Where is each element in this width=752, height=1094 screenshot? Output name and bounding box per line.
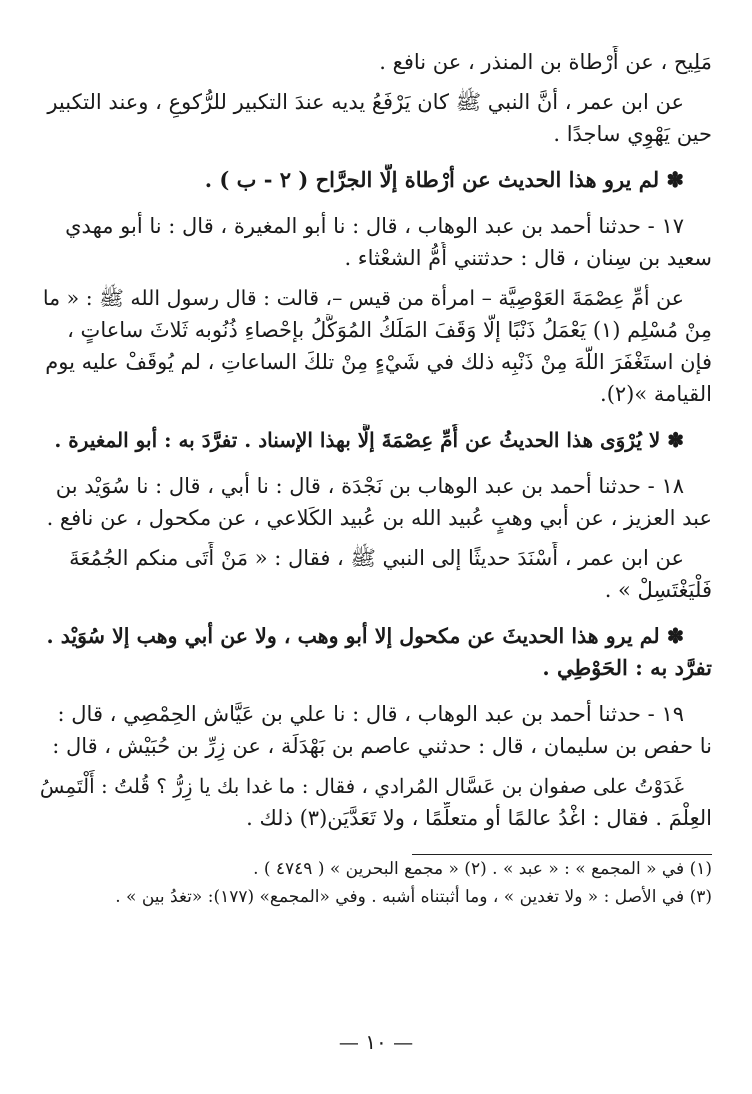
text-line: مَلِيح ، عن أَرْطاة بن المنذر ، عن نافع . — [379, 50, 712, 74]
text-line: حين يَهْوِي ساجدًا . — [553, 122, 712, 146]
hadith-17-heading: ١٧ - حدثنا أحمد بن عبد الوهاب ، قال : نا أبو المغيرة ، قال : نا أبو مهدي — [65, 214, 684, 238]
text-line: سعيد بن سِنان ، قال : حدثتني أُمُّ الشعْثاء . — [344, 246, 712, 270]
text-line: مِنْ مُسْلِم (١) يَعْمَلُ ذَنْبًا إلَّا وَقَفَ المَلَكُ المُوَكَّلُ بإحْصاءِ ذُنُوبه ثَلاثَ ساعاتٍ ، — [67, 318, 712, 342]
text-line: عن ابن عمر ، أَسْنَدَ حديثًا إلى النبي ﷺ ، فقال : « مَنْ أَتَى منكم الجُمُعَةَ — [69, 546, 684, 570]
hadith-18-heading: ١٨ - حدثنا أحمد بن عبد الوهاب بن نَجْدَة ، قال : نا أبي ، قال : نا سُوَيْد بن — [55, 474, 684, 498]
text-line: عن أمِّ عِصْمَةَ العَوْصِيَّة – امرأة من قيس –، قالت : قال رسول الله ﷺ : « ما — [42, 286, 684, 310]
section-note: تفرَّد به : الحَوْطِي . — [542, 655, 712, 680]
section-note: ✽ لم يرو هذا الحديث عن أرْطاة إلَّا الجرَّاح ( ٢ - ب ) . — [204, 167, 684, 192]
text-line: نا حفص بن سليمان ، قال : حدثني عاصم بن بَهْدَلَة ، عن زِرِّ بن حُبَيْش ، قال : — [52, 734, 712, 758]
text-line: غَدَوْتُ على صفوان بن عَسَّال المُرادي ، فقال : ما غدا بك يا زِرُّ ؟ قُلتُ : أَلْتَمِسُ — [40, 774, 684, 798]
text-line: العِلْمَ . فقال : اغْدُ عالمًا أو متعلِّمًا ، ولا تَعَدَّيَن(٣) ذلك . — [246, 806, 712, 830]
text-line: القيامة »(٢). — [600, 382, 712, 406]
text-line: فَلْيَغْتَسِلْ » . — [604, 578, 712, 602]
text-line: عن ابن عمر ، أنَّ النبي ﷺ كان يَرْفَعُ يديه عندَ التكبير للرُّكوعِ ، وعند التكبير — [47, 90, 684, 114]
hadith-19-heading: ١٩ - حدثنا أحمد بن عبد الوهاب ، قال : نا علي بن عَيَّاش الحِمْصِي ، قال : — [57, 702, 684, 726]
section-note: ✽ لا يُرْوَى هذا الحديثُ عن أُمِّ عِصْمَةَ إلَّا بهذا الإسناد . تفرَّدَ به : أبو المغيرة . — [54, 428, 684, 452]
section-note: ✽ لم يرو هذا الحديثَ عن مكحول إلا أبو وهب ، ولا عن أبي وهب إلا سُوَيْد . — [46, 624, 684, 648]
text-line: فإن استَغْفَرَ اللَّهَ مِنْ ذَنْبِه ذلك في شَيْءٍ مِنْ تلكَ الساعاتِ ، لم يُوقَفْ عليه يوم — [45, 350, 712, 374]
page-number: — ١٠ — — [338, 1030, 414, 1054]
footnote-line: (٣) في الأصل : « ولا تغدين » ، وما أثبتناه أشبه . وفي «المجمع» (١٧٧): «تغدُ بين » . — [115, 887, 712, 907]
text-line: عبد العزيز ، عن أبي وهبٍ عُبيد الله بن عُبيد الكَلاعي ، عن مكحول ، عن نافع . — [46, 506, 712, 530]
footnote-line: (١) في « المجمع » : « عبد » . (٢) « مجمع البحرين » ( ٤٧٤٩ ) . — [253, 859, 712, 879]
